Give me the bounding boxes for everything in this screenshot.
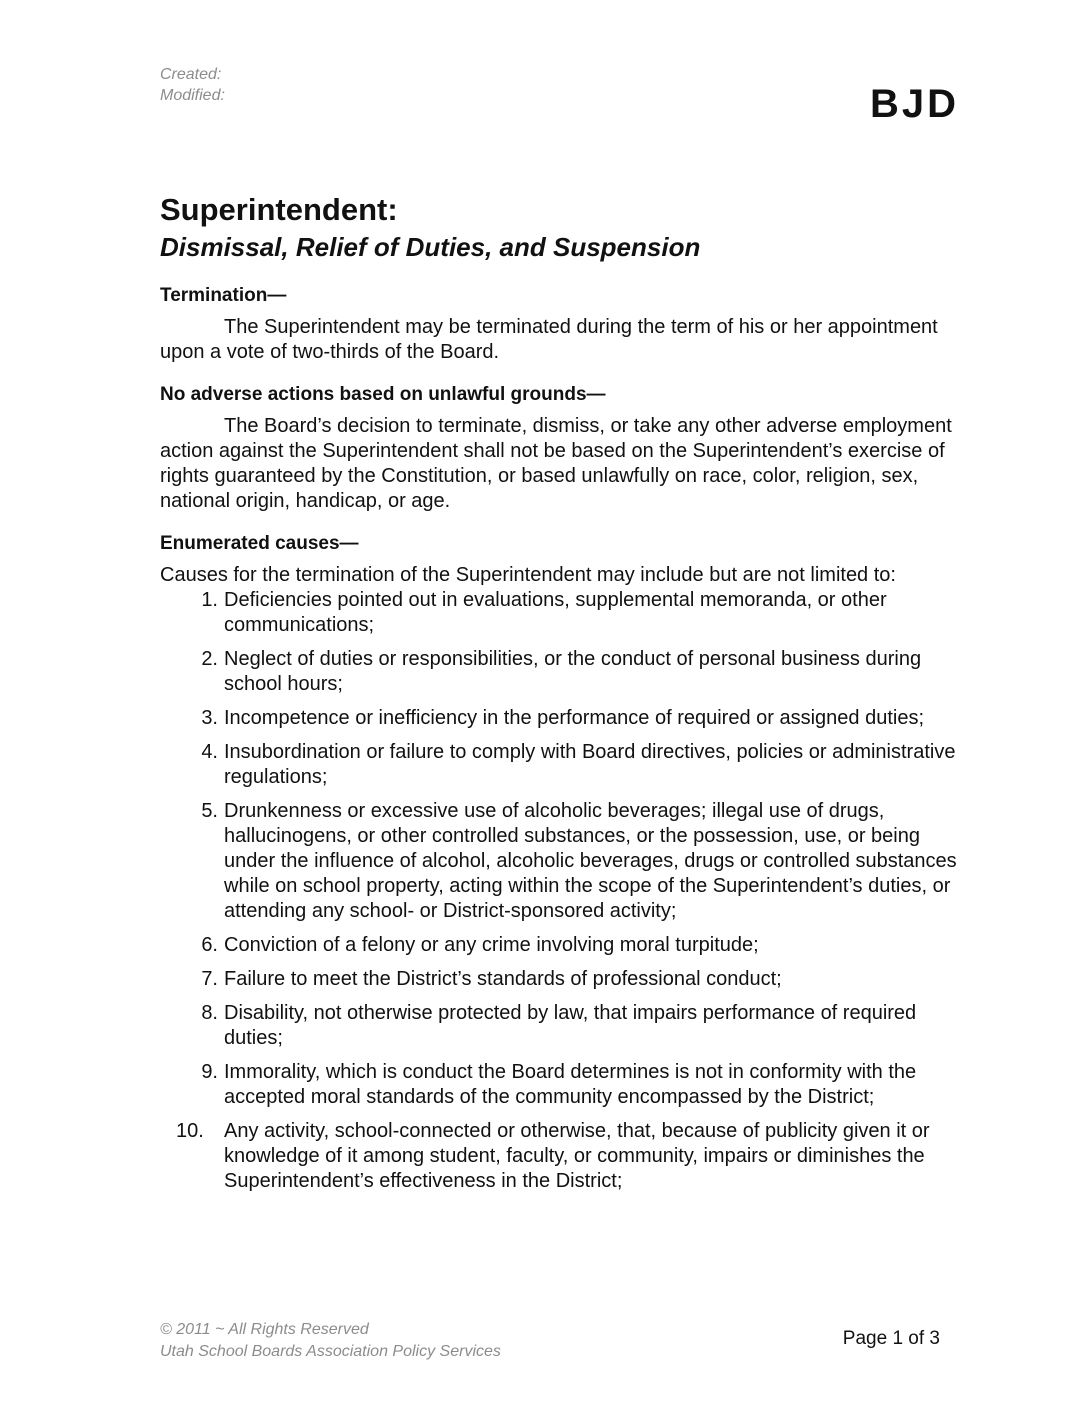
list-item-number: 7. — [201, 968, 218, 990]
list-item-number: 1. — [201, 589, 218, 611]
enumerated-causes-heading: Enumerated causes— — [160, 533, 359, 554]
list-item-text: Immorality, which is conduct the Board determines is not in conformity with the accepted moral standards of the community encompassed by the District; — [224, 1061, 917, 1108]
list-item-text: Incompetence or inefficiency in the performance of required or assigned duties; — [224, 707, 925, 729]
modified-label: Modified: — [160, 87, 225, 104]
publisher-text: Utah School Boards Association Policy Services — [160, 1343, 501, 1360]
list-item — [160, 1001, 960, 1051]
list-item-number: 2. — [201, 648, 218, 670]
list-item — [160, 740, 960, 790]
no-adverse-actions-paragraph: The Board’s decision to terminate, dismiss, or take any other adverse employment action against the Superintendent shall not be based on the Superintendent’s exercise of rights guaranteed by the Constitution, or based unlawfully on race, color, religion, sex, national origin, handicap, or age. — [160, 415, 952, 512]
list-item-text: Conviction of a felony or any crime involving moral turpitude; — [224, 934, 759, 956]
list-item-text: Disability, not otherwise protected by law, that impairs performance of required duties; — [224, 1002, 917, 1049]
copyright-text: © 2011 ~ All Rights Reserved — [160, 1321, 369, 1338]
no-adverse-actions-heading: No adverse actions based on unlawful grounds— — [160, 384, 606, 405]
list-item — [160, 588, 960, 638]
page-title: Superintendent: — [160, 192, 398, 227]
policy-code: BJD — [869, 82, 959, 126]
list-item — [160, 647, 960, 697]
list-item-number: 8. — [201, 1002, 218, 1024]
created-label: Created: — [160, 66, 222, 83]
termination-paragraph: The Superintendent may be terminated during the term of his or her appointment upon a vote of two-thirds of the Board. — [160, 316, 938, 363]
enumerated-causes-lead: Causes for the termination of the Superintendent may include but are not limited to: — [160, 564, 896, 586]
list-item — [160, 799, 960, 924]
list-item-number: 5. — [201, 800, 218, 822]
list-item-text: Drunkenness or excessive use of alcoholic beverages; illegal use of drugs, hallucinogens, or other controlled substances, or the possession, use, or being under the influence of alcohol, alcoholic beverages, drugs or controlled substances while on school property, acting within the scope of the Superintendent’s duties, or attending any school- or District-sponsored activity; — [224, 800, 957, 922]
document-metadata — [160, 64, 225, 106]
list-item — [160, 933, 960, 958]
list-item-text: Neglect of duties or responsibilities, or the conduct of personal business during school hours; — [224, 648, 922, 695]
list-item — [160, 706, 960, 731]
list-item-number: 6. — [201, 934, 218, 956]
document-body — [160, 284, 960, 1203]
document-title-block — [160, 190, 700, 264]
list-item — [160, 1060, 960, 1110]
list-item — [160, 1119, 960, 1194]
list-item-number: 4. — [201, 741, 218, 763]
list-item-number: 9. — [201, 1061, 218, 1083]
list-item-text: Insubordination or failure to comply with Board directives, policies or administrative regulations; — [224, 741, 956, 788]
list-item — [160, 967, 960, 992]
page-subtitle: Dismissal, Relief of Duties, and Suspension — [160, 232, 701, 262]
list-item-number: 10. — [176, 1120, 204, 1142]
enumerated-causes-section — [160, 532, 960, 1194]
termination-heading: Termination— — [160, 285, 287, 306]
termination-section — [160, 284, 960, 365]
causes-list — [160, 588, 960, 1194]
footer-credits — [160, 1319, 501, 1363]
list-item-text: Failure to meet the District’s standards of professional conduct; — [224, 968, 782, 990]
no-adverse-actions-section — [160, 383, 960, 514]
list-item-number: 3. — [201, 707, 218, 729]
list-item-text: Any activity, school-connected or otherwise, that, because of publicity given it or knowledge of it among student, faculty, or community, impairs or diminishes the Superintendent’s effectiveness in the District; — [224, 1120, 930, 1192]
page-number: Page 1 of 3 — [842, 1328, 940, 1349]
list-item-text: Deficiencies pointed out in evaluations, supplemental memoranda, or other communications; — [224, 589, 887, 636]
